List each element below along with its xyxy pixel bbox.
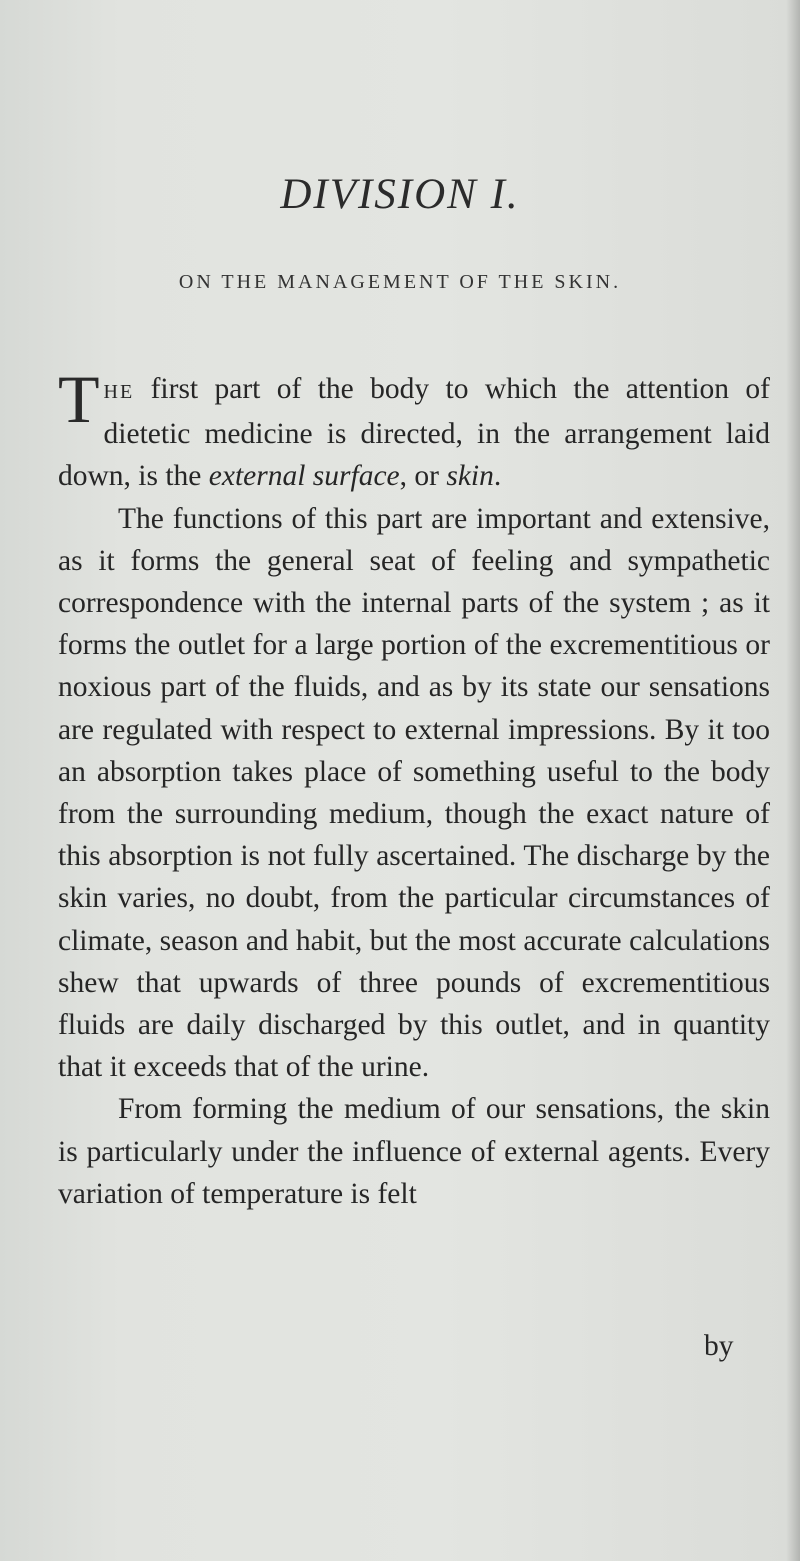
division-title: DIVISION I. — [280, 171, 520, 218]
section-subtitle: ON THE MANAGEMENT OF THE SKIN. — [178, 271, 622, 293]
paragraph-1-italic-skin: skin — [446, 460, 494, 493]
drop-cap: T — [58, 361, 100, 437]
paragraph-1-text-b: , or — [399, 460, 447, 493]
paragraph-1-text-a: first part of the body to which the attention of dietetic medicine is directed, in the arrangement laid down, is the — [58, 373, 770, 493]
paragraph-1-italic-external-surface: external surface — [208, 460, 400, 493]
small-caps-word: HE — [103, 381, 135, 403]
catchword: by — [704, 1330, 734, 1362]
page-spine-shadow — [786, 0, 800, 1561]
body-text — [58, 361, 770, 1215]
paragraph-3: From forming the medium of our sensations, the skin is particularly under the influence of external agents. Every variation of temperature is felt — [58, 1093, 770, 1210]
paragraph-2: The functions of this part are important and extensive, as it forms the general seat of feeling and sympathetic correspondence with the internal parts of the system ; as it forms the outlet for a large portion of the excrementitious or noxious part of the fluids, and as by its state our sensations are regulated with respect to external impressions. By it too an absorption takes place of something useful to the body from the surrounding medium, though the exact nature of this absorption is not fully ascertained. The discharge by the skin varies, no doubt, from the particular circumstances of climate, season and habit, but the most accurate calculations shew that upwards of three pounds of excrementitious fluids are daily discharged by this outlet, and in quantity that it exceeds that of the urine. — [58, 502, 770, 1084]
paragraph-1-text-c: . — [493, 460, 502, 493]
paragraph-1 — [58, 361, 770, 498]
